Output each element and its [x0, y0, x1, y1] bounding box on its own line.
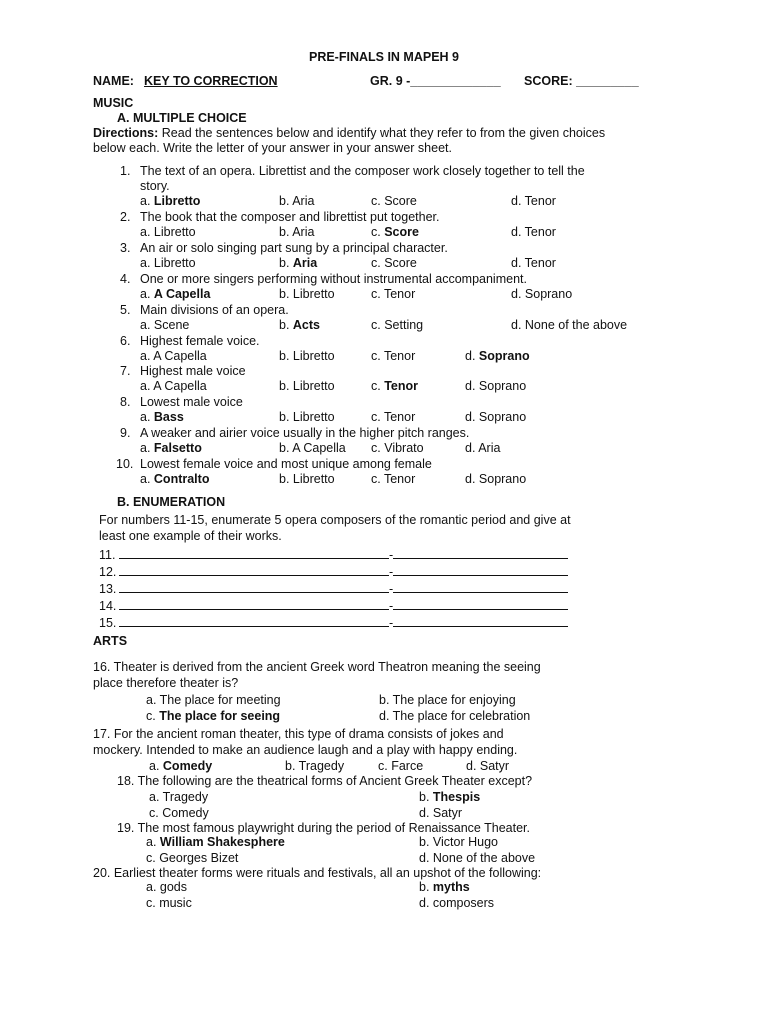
question-number: 9.: [120, 426, 131, 440]
option-text: None of the above: [524, 318, 628, 332]
option-text: Libretto: [153, 256, 196, 270]
option-b: [279, 318, 320, 333]
option-text: Libretto: [292, 349, 335, 363]
option-b: [279, 349, 335, 364]
option-letter: c.: [371, 194, 385, 208]
question-number: 5.: [120, 303, 131, 317]
dash-separator: -: [389, 565, 394, 579]
option-text: Libretto: [292, 410, 335, 424]
correct-answer: Score: [384, 225, 419, 239]
option-text: Libretto: [292, 472, 335, 486]
q16-option-b: b. The place for enjoying: [379, 693, 516, 707]
q18-option-a: a. Tragedy: [149, 790, 209, 804]
option-a: [140, 287, 210, 302]
q16-option-a: a. The place for meeting: [146, 693, 281, 707]
composer-blank[interactable]: [119, 597, 389, 610]
question-text: The text of an opera. Librettist and the composer work closely together to tell the: [140, 164, 585, 178]
composer-blank[interactable]: [119, 563, 389, 576]
question-number: 1.: [120, 164, 131, 178]
option-text: Libretto: [292, 287, 335, 301]
option-letter: a.: [140, 379, 154, 393]
question-number: 6.: [120, 334, 131, 348]
question-text: Main divisions of an opera.: [140, 303, 289, 317]
enumeration-row: [99, 597, 568, 614]
option-text: A Capella: [153, 349, 207, 363]
enumeration-row: [99, 546, 568, 563]
option-text: Soprano: [478, 472, 527, 486]
q17-line-2: mockery. Intended to make an audience laugh and a play with happy ending.: [93, 743, 518, 757]
work-blank[interactable]: [393, 580, 568, 593]
option-c: [371, 318, 423, 333]
option-c: [371, 225, 419, 240]
option-a: [140, 225, 196, 240]
name-label: NAME:: [93, 74, 134, 88]
option-c: [371, 256, 417, 271]
page-title: PRE-FINALS IN MAPEH 9: [308, 50, 459, 64]
option-a: [140, 472, 209, 487]
option-text: Setting: [384, 318, 424, 332]
question-number: 4.: [120, 272, 131, 286]
question-text: An air or solo singing part sung by a principal character.: [140, 241, 448, 255]
work-blank[interactable]: [393, 597, 568, 610]
q20-option-a: a. gods: [146, 880, 188, 894]
option-text: Aria: [292, 225, 315, 239]
option-letter: d.: [511, 287, 525, 301]
dash-separator: -: [389, 582, 394, 596]
option-letter: d.: [465, 441, 479, 455]
option-letter: b.: [279, 410, 293, 424]
q18-option-c: c. Comedy: [149, 806, 209, 820]
grade-field: GR. 9 -_____________: [370, 74, 501, 88]
option-c: [371, 441, 424, 456]
option-c: [371, 410, 415, 425]
option-d: [465, 379, 526, 394]
option-letter: a.: [140, 441, 154, 455]
option-letter: a.: [140, 287, 154, 301]
option-d: [511, 287, 572, 302]
option-letter: b.: [279, 287, 293, 301]
question-text: One or more singers performing without instrumental accompaniment.: [140, 272, 527, 286]
q17-option-a: [149, 759, 212, 774]
q18-line: 18. The following are the theatrical forms of Ancient Greek Theater except?: [117, 774, 533, 788]
option-letter: c.: [371, 318, 385, 332]
option-d: [511, 256, 556, 271]
correct-answer: A Capella: [153, 287, 211, 301]
question-number: 2.: [120, 210, 131, 224]
q20-option-d: d. composers: [419, 896, 495, 910]
question-text: The book that the composer and librettist put together.: [140, 210, 440, 224]
option-letter: b.: [419, 880, 433, 894]
composer-blank[interactable]: [119, 546, 389, 559]
option-text: Aria: [478, 441, 501, 455]
option-letter: b.: [279, 225, 293, 239]
dash-separator: -: [389, 548, 394, 562]
option-letter: b.: [279, 472, 293, 486]
q20-line: 20. Earliest theater forms were rituals and festivals, all an upshot of the following:: [93, 866, 542, 880]
option-a: [140, 256, 196, 271]
directions-line-1: [93, 126, 605, 141]
option-c: [371, 287, 415, 302]
option-text: Libretto: [153, 225, 196, 239]
option-text: Tenor: [383, 349, 416, 363]
option-d: [465, 472, 526, 487]
option-letter: a.: [140, 318, 154, 332]
enumeration-row: [99, 580, 568, 597]
option-b: [279, 256, 317, 271]
option-text: Score: [384, 256, 417, 270]
option-letter: b.: [279, 349, 293, 363]
option-letter: d.: [511, 194, 525, 208]
option-text: Tenor: [383, 287, 416, 301]
enumeration-directions-1: For numbers 11-15, enumerate 5 opera composers of the romantic period and give at: [99, 513, 571, 527]
option-c: [371, 349, 415, 364]
option-b: [279, 410, 335, 425]
option-text: Tenor: [524, 256, 556, 270]
option-a: [140, 318, 189, 333]
correct-answer: Acts: [292, 318, 320, 332]
name-value: KEY TO CORRECTION: [144, 74, 278, 88]
directions-line-2: below each. Write the letter of your answer in your answer sheet.: [93, 141, 452, 155]
q18-option-b: [419, 790, 480, 805]
question-text: Highest male voice: [140, 364, 246, 378]
arts-heading: ARTS: [93, 634, 128, 648]
correct-answer: Soprano: [478, 349, 530, 363]
option-letter: c.: [371, 410, 384, 424]
music-heading: MUSIC: [93, 96, 134, 110]
option-letter: b.: [419, 790, 433, 804]
work-blank[interactable]: [393, 563, 568, 576]
option-letter: c.: [371, 379, 385, 393]
correct-answer: Libretto: [153, 194, 201, 208]
option-b: [279, 287, 335, 302]
question-number: 7.: [120, 364, 131, 378]
option-text: Soprano: [524, 287, 573, 301]
option-letter: a.: [140, 410, 154, 424]
q19-option-a: [146, 835, 285, 850]
option-letter: d.: [511, 225, 525, 239]
option-letter: c.: [146, 709, 160, 723]
dash-separator: -: [389, 599, 394, 613]
enumeration-number: 11.: [99, 548, 116, 562]
option-c: [371, 472, 415, 487]
option-letter: c.: [371, 256, 385, 270]
enumeration-directions-2: least one example of their works.: [99, 529, 282, 543]
option-d: [511, 318, 627, 333]
option-letter: d.: [465, 379, 479, 393]
option-letter: c.: [371, 349, 384, 363]
correct-answer: myths: [432, 880, 470, 894]
correct-answer: Contralto: [153, 472, 210, 486]
option-text: A Capella: [292, 441, 346, 455]
enumeration-row: [99, 614, 568, 631]
correct-answer: Comedy: [162, 759, 213, 773]
q20-option-c: c. music: [146, 896, 192, 910]
work-blank[interactable]: [393, 546, 568, 559]
option-c: [371, 379, 418, 394]
option-text: Soprano: [478, 410, 527, 424]
q16-option-c: [146, 709, 280, 724]
option-b: [279, 441, 346, 456]
option-text: A Capella: [153, 379, 207, 393]
composer-blank[interactable]: [119, 614, 389, 627]
question-text: Highest female voice.: [140, 334, 260, 348]
correct-answer: The place for seeing: [159, 709, 281, 723]
option-text: Scene: [153, 318, 190, 332]
option-text: Tenor: [383, 472, 416, 486]
option-d: [465, 441, 500, 456]
correct-answer: Tenor: [384, 379, 418, 393]
enumeration-number: 12.: [99, 565, 117, 579]
option-letter: d.: [465, 472, 479, 486]
enumeration-number: 13.: [99, 582, 117, 596]
enumeration-row: [99, 563, 568, 580]
composer-blank[interactable]: [119, 580, 389, 593]
dash-separator: -: [389, 616, 394, 630]
correct-answer: Thespis: [432, 790, 481, 804]
option-a: [140, 194, 200, 209]
option-a: [140, 349, 207, 364]
correct-answer: Falsetto: [153, 441, 202, 455]
q19-option-b: b. Victor Hugo: [419, 835, 498, 849]
question-number: 10.: [116, 457, 134, 471]
option-b: [279, 472, 335, 487]
question-text: Lowest female voice and most unique among female: [140, 457, 432, 471]
work-blank[interactable]: [393, 614, 568, 627]
q19-option-c: c. Georges Bizet: [146, 851, 239, 865]
option-letter: a.: [140, 472, 154, 486]
directions-text: Read the sentences below and identify what they refer to from the given choices: [158, 126, 606, 140]
option-a: [140, 441, 202, 456]
option-letter: d.: [465, 410, 479, 424]
q17-option-d: d. Satyr: [466, 759, 510, 773]
section-b-heading: B. ENUMERATION: [117, 495, 226, 509]
correct-answer: Aria: [292, 256, 318, 270]
option-c: [371, 194, 417, 209]
option-letter: d.: [465, 349, 479, 363]
option-letter: d.: [511, 256, 525, 270]
enumeration-number: 15.: [99, 616, 117, 630]
section-a-heading: A. MULTIPLE CHOICE: [117, 111, 247, 125]
option-letter: b.: [279, 194, 293, 208]
question-number: 3.: [120, 241, 131, 255]
option-b: [279, 194, 314, 209]
directions-label: Directions:: [93, 126, 159, 140]
option-letter: b.: [279, 318, 293, 332]
option-text: Score: [384, 194, 417, 208]
q17-line-1: 17. For the ancient roman theater, this type of drama consists of jokes and: [93, 727, 504, 741]
option-letter: a.: [140, 349, 154, 363]
option-d: [511, 225, 556, 240]
question-text: A weaker and airier voice usually in the higher pitch ranges.: [140, 426, 470, 440]
option-letter: c.: [371, 225, 385, 239]
option-d: [511, 194, 556, 209]
q17-option-c: c. Farce: [378, 759, 424, 773]
option-letter: a.: [149, 759, 163, 773]
q16-line-2: place therefore theater is?: [93, 676, 239, 690]
option-letter: c.: [371, 441, 385, 455]
question-number: 8.: [120, 395, 131, 409]
option-text: Libretto: [292, 379, 335, 393]
option-text: Tenor: [383, 410, 416, 424]
option-b: [279, 379, 335, 394]
q18-option-d: d. Satyr: [419, 806, 463, 820]
q17-option-b: b. Tragedy: [285, 759, 345, 773]
q16-option-d: d. The place for celebration: [379, 709, 531, 723]
option-letter: a.: [140, 256, 154, 270]
score-field: SCORE: _________: [524, 74, 639, 88]
q20-option-b: [419, 880, 470, 895]
option-text: Vibrato: [384, 441, 424, 455]
correct-answer: Bass: [153, 410, 184, 424]
option-d: [465, 349, 530, 364]
option-d: [465, 410, 526, 425]
enumeration-number: 14.: [99, 599, 117, 613]
question-text: Lowest male voice: [140, 395, 243, 409]
q19-line: 19. The most famous playwright during the period of Renaissance Theater.: [117, 821, 530, 835]
option-a: [140, 410, 184, 425]
option-a: [140, 379, 207, 394]
option-text: Soprano: [478, 379, 527, 393]
option-letter: b.: [279, 379, 293, 393]
correct-answer: William Shakesphere: [159, 835, 285, 849]
q19-option-d: d. None of the above: [419, 851, 536, 865]
option-text: Tenor: [524, 194, 556, 208]
option-letter: a.: [146, 835, 160, 849]
option-letter: c.: [371, 287, 384, 301]
option-b: [279, 225, 314, 240]
option-letter: c.: [371, 472, 384, 486]
q16-line-1: 16. Theater is derived from the ancient Greek word Theatron meaning the seeing: [93, 660, 541, 674]
option-letter: a.: [140, 225, 154, 239]
option-text: Aria: [292, 194, 315, 208]
option-letter: b.: [279, 256, 293, 270]
option-letter: d.: [511, 318, 525, 332]
option-letter: b.: [279, 441, 293, 455]
option-letter: a.: [140, 194, 154, 208]
option-text: Tenor: [524, 225, 556, 239]
question-text-continued: story.: [140, 179, 170, 193]
